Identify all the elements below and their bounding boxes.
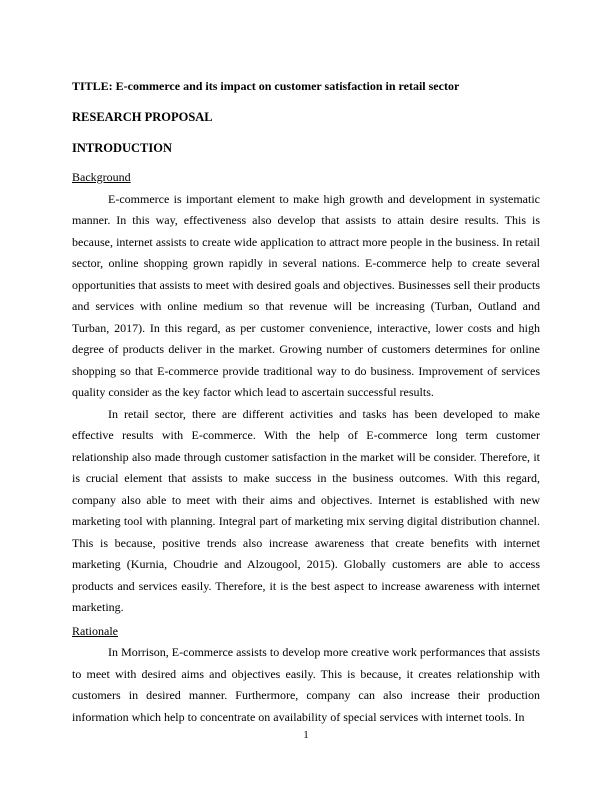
introduction-heading: INTRODUCTION xyxy=(72,141,173,155)
background-paragraph-2: In retail sector, there are different activities and tasks has been developed to make effective results with E-commerce. With the help of E-commerce long term customer relationship also made through customer satisfaction in the market will be consider. Therefore, it is crucial element that assists to make success in the business outcomes. With this regard, company also able to meet with their aims and objectives. Internet is established with new marketing tool with planning. Integral part of marketing mix serving digital distribution channel. This is because, positive trends also increase awareness that create benefits with internet marketing (Kurnia, Choudrie and Alzougool, 2015). Globally customers are able to access products and services easily. Therefore, it is the best aspect to increase awareness with internet marketing. xyxy=(72,406,540,614)
research-proposal-heading: RESEARCH PROPOSAL xyxy=(72,110,213,124)
section-rationale xyxy=(72,621,540,729)
document-title: TITLE: E-commerce and its impact on customer satisfaction in retail sector xyxy=(72,79,460,93)
rationale-paragraph-1: In Morrison, E-commerce assists to develop more creative work performances that assists to meet with desired aims and objectives easily. This is because, it creates relationship with customers in desired manner. Furthermore, company can also increase their production information which help to concentrate on availability of special services with internet tools. In xyxy=(72,645,540,724)
background-paragraph-1: E-commerce is important element to make high growth and development in systematic manner. In this way, effectiveness also develop that assists to attain desire results. This is because, internet assists to create wide application to attract more people in the business. In retail sector, online shopping grown rapidly in several nations. E-commerce help to create several opportunities that assists to meet with desired goals and objectives. Businesses sell their products and services with online medium so that revenue will be increasing (Turban, Outland and Turban, 2017). In this regard, as per customer convenience, interactive, lower costs and high degree of products deliver in the market. Growing number of customers determines for online shopping so that E-commerce provide traditional way to do business. Improvement of services quality consider as the key factor which lead to ascertain successful results. xyxy=(72,191,540,399)
rationale-heading: Rationale xyxy=(72,623,118,638)
section-background xyxy=(72,167,540,619)
background-heading: Background xyxy=(72,170,131,184)
page-number: 1 xyxy=(303,729,309,741)
